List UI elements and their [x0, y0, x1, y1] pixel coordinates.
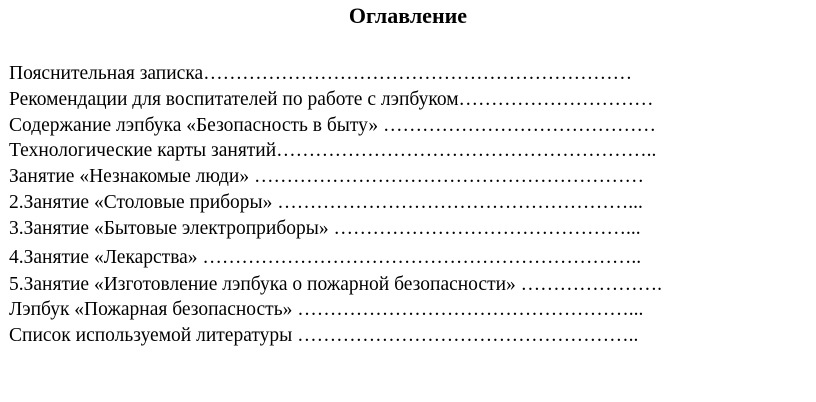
toc-entry-lesson-fire-lapbook: 5.Занятие «Изготовление лэпбука о пожарной безопасности» ………………….	[9, 274, 663, 295]
page-title: Оглавление	[348, 3, 468, 28]
toc-entry-lesson-appliances: 3.Занятие «Бытовые электроприборы» ………………………………………...	[9, 218, 641, 239]
toc-entry-lapbook-contents: Содержание лэпбука «Безопасность в быту» ……………………………………	[9, 115, 656, 136]
toc-entry-recommendations: Рекомендации для воспитателей по работе с лэпбуком…………………………	[9, 89, 654, 110]
toc-entry-lesson-cutlery: 2.Занятие «Столовые приборы» ………………………………………………...	[9, 192, 643, 213]
toc-entry-fire-safety-lapbook: Лэпбук «Пожарная безопасность» ……………………………………………...	[9, 299, 644, 320]
toc-entry-lesson-cards: Технологические карты занятий…………………………………………………..	[9, 140, 657, 161]
toc-entry-explanatory-note: Пояснительная записка…………………………………………………………	[9, 63, 633, 84]
toc-entry-bibliography: Список используемой литературы ……………………………………………..	[9, 325, 639, 346]
toc-entry-lesson-medicines: 4.Занятие «Лекарства» …………………………………………………………..	[9, 247, 642, 268]
toc-entry-lesson-strangers: Занятие «Незнакомые люди» ……………………………………………………	[9, 166, 644, 187]
